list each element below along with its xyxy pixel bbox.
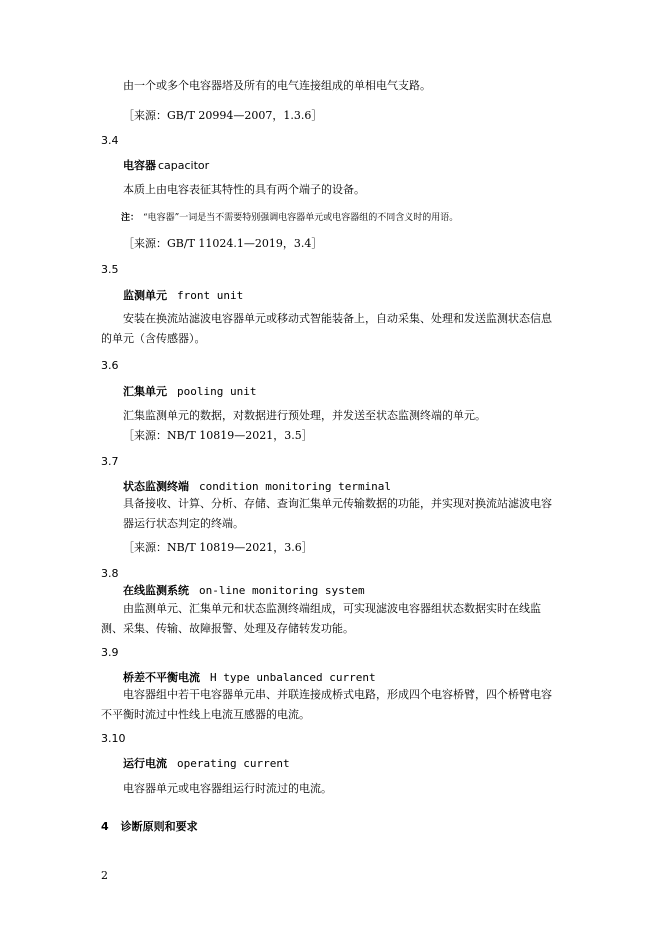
term-title: [123, 480, 391, 494]
term-en: operating current: [177, 757, 290, 770]
term-title: [123, 584, 365, 598]
clause-number: 3.4: [101, 134, 119, 147]
section-heading: [101, 820, 198, 834]
term-zh: 监测单元: [123, 289, 167, 302]
clause-number: 3.5: [101, 263, 119, 276]
section-title: 诊断原则和要求: [120, 820, 198, 833]
definition-text: 具备接收、计算、分析、存储、查询汇集单元传输数据的功能，并实现对换流站滤波电容器运行状态判定的终端。: [123, 497, 552, 530]
term-en: H type unbalanced current: [210, 671, 376, 684]
source-reference: ［来源：GB/T 11024.1—2019，3.4］: [123, 237, 323, 250]
source-reference: ［来源：NB/T 10819—2021，3.6］: [123, 541, 313, 554]
term-title: [123, 289, 243, 303]
definition-text: 由监测单元、汇集单元和状态监测终端组成，可实现滤波电容器组状态数据实时在线监测、采集、传输、故障报警、处理及存储转发功能。: [101, 602, 541, 635]
clause-number: 3.10: [101, 732, 126, 745]
source-reference: ［来源：GB/T 20994—2007，1.3.6］: [123, 109, 323, 122]
definition-text: 安装在换流站滤波电容器单元或移动式智能装备上，自动采集、处理和发送监测状态信息的单元（含传感器）。: [101, 312, 552, 345]
section-number: 4: [101, 820, 109, 833]
note-label: 注：: [121, 213, 140, 223]
term-zh: 在线监测系统: [123, 584, 189, 597]
clause-number: 3.8: [101, 567, 119, 580]
term-en: capacitor: [158, 159, 210, 172]
term-title: [123, 757, 290, 771]
definition-text: 本质上由电容表征其特性的具有两个端子的设备。: [123, 183, 365, 196]
term-en: pooling unit: [177, 385, 257, 398]
term-en: condition monitoring terminal: [199, 480, 392, 493]
clause-number: 3.9: [101, 646, 119, 659]
term-title: [123, 385, 256, 399]
term-en: front unit: [177, 289, 244, 302]
term-title: [123, 671, 376, 685]
definition-text: 由一个或多个电容器塔及所有的电气连接组成的单相电气支路。: [123, 79, 431, 92]
term-zh: 桥差不平衡电流: [123, 671, 200, 684]
page-number: 2: [101, 869, 108, 882]
term-en: on-line monitoring system: [199, 584, 365, 597]
note-text: “电容器”一词是当不需要特别强调电容器单元或电容器组的不同含义时的用语。: [143, 213, 459, 223]
definition-text: 电容器单元或电容器组运行时流过的电流。: [123, 782, 332, 795]
clause-number: 3.6: [101, 359, 119, 372]
term-zh: 运行电流: [123, 757, 167, 770]
term-zh: 电容器: [123, 159, 156, 172]
clause-number: 3.7: [101, 455, 119, 468]
definition-text: 电容器组中若干电容器单元串、并联连接成桥式电路，形成四个电容桥臂，四个桥臂电容不平衡时流过中性线上电流互感器的电流。: [101, 688, 552, 721]
definition-text: 汇集监测单元的数据，对数据进行预处理，并发送至状态监测终端的单元。: [123, 409, 486, 422]
term-title: [123, 159, 209, 173]
term-zh: 状态监测终端: [123, 480, 189, 493]
source-reference: ［来源：NB/T 10819—2021，3.5］: [123, 429, 313, 442]
term-zh: 汇集单元: [123, 385, 167, 398]
note: [121, 212, 458, 224]
